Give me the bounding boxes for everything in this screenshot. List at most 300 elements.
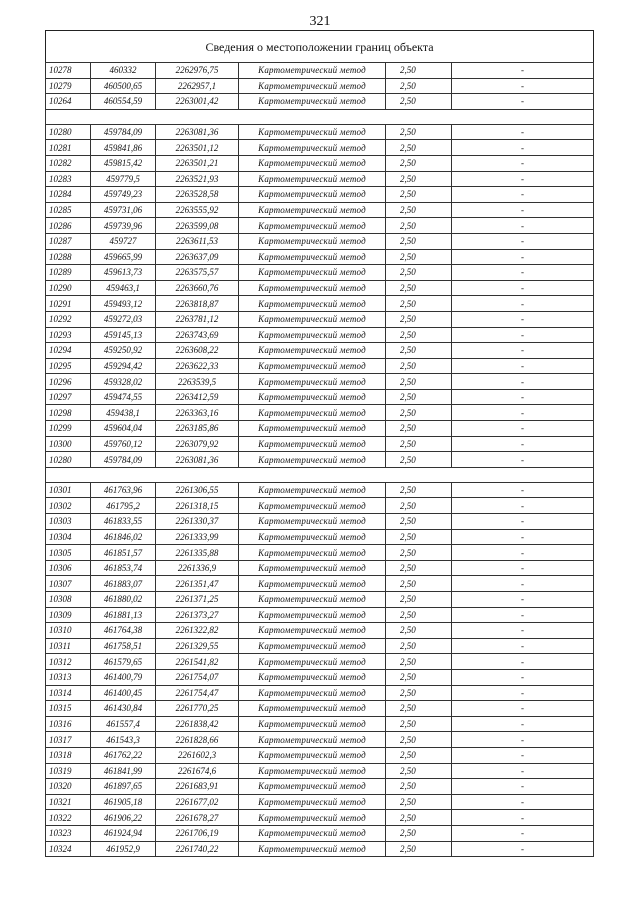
method-cell: Картометрический метод: [239, 482, 386, 498]
accuracy-cell: 2,50: [386, 311, 452, 327]
point-number-cell: 10303: [46, 514, 91, 530]
accuracy-cell: 2,50: [386, 701, 452, 717]
note-cell: -: [452, 716, 594, 732]
y-coordinate-cell: 2262976,75: [156, 63, 239, 79]
accuracy-cell: 2,50: [386, 638, 452, 654]
y-coordinate-cell: 2263622,33: [156, 358, 239, 374]
accuracy-cell: 2,50: [386, 545, 452, 561]
coordinates-table: [45, 62, 594, 857]
note-cell: -: [452, 452, 594, 468]
table-row: [46, 638, 594, 654]
note-cell: -: [452, 389, 594, 405]
method-cell: Картометрический метод: [239, 155, 386, 171]
y-coordinate-cell: 2261318,15: [156, 498, 239, 514]
x-coordinate-cell: 459815,42: [91, 155, 156, 171]
accuracy-cell: 2,50: [386, 374, 452, 390]
point-number-cell: 10312: [46, 654, 91, 670]
method-cell: Картометрический метод: [239, 779, 386, 795]
table-row: [46, 685, 594, 701]
method-cell: Картометрический метод: [239, 78, 386, 94]
point-number-cell: 10283: [46, 171, 91, 187]
table-row: [46, 358, 594, 374]
x-coordinate-cell: 459145,13: [91, 327, 156, 343]
table-row: [46, 747, 594, 763]
x-coordinate-cell: 461841,99: [91, 763, 156, 779]
x-coordinate-cell: 459463,1: [91, 280, 156, 296]
x-coordinate-cell: 459760,12: [91, 436, 156, 452]
note-cell: -: [452, 654, 594, 670]
x-coordinate-cell: 461764,38: [91, 623, 156, 639]
y-coordinate-cell: 2261602,3: [156, 747, 239, 763]
table-row: [46, 560, 594, 576]
point-number-cell: 10321: [46, 794, 91, 810]
accuracy-cell: 2,50: [386, 389, 452, 405]
y-coordinate-cell: 2261541,82: [156, 654, 239, 670]
table-row: [46, 140, 594, 156]
point-number-cell: 10293: [46, 327, 91, 343]
note-cell: -: [452, 794, 594, 810]
table-row: [46, 171, 594, 187]
note-cell: -: [452, 436, 594, 452]
method-cell: Картометрический метод: [239, 218, 386, 234]
x-coordinate-cell: 459665,99: [91, 249, 156, 265]
table-row: [46, 343, 594, 359]
y-coordinate-cell: 2263599,08: [156, 218, 239, 234]
note-cell: -: [452, 374, 594, 390]
point-number-cell: 10286: [46, 218, 91, 234]
x-coordinate-cell: 461557,4: [91, 716, 156, 732]
point-number-cell: 10308: [46, 592, 91, 608]
y-coordinate-cell: 2261838,42: [156, 716, 239, 732]
x-coordinate-cell: 459250,92: [91, 343, 156, 359]
y-coordinate-cell: 2261683,91: [156, 779, 239, 795]
x-coordinate-cell: 461883,07: [91, 576, 156, 592]
note-cell: -: [452, 63, 594, 79]
x-coordinate-cell: 461924,94: [91, 825, 156, 841]
table-row: [46, 529, 594, 545]
method-cell: Картометрический метод: [239, 654, 386, 670]
y-coordinate-cell: 2263521,93: [156, 171, 239, 187]
y-coordinate-cell: 2263079,92: [156, 436, 239, 452]
point-number-cell: 10297: [46, 389, 91, 405]
note-cell: -: [452, 343, 594, 359]
table-row: [46, 716, 594, 732]
point-number-cell: 10301: [46, 482, 91, 498]
method-cell: Картометрический метод: [239, 140, 386, 156]
note-cell: -: [452, 732, 594, 748]
table-row: [46, 327, 594, 343]
table-row: [46, 436, 594, 452]
accuracy-cell: 2,50: [386, 623, 452, 639]
method-cell: Картометрический метод: [239, 327, 386, 343]
accuracy-cell: 2,50: [386, 498, 452, 514]
method-cell: Картометрический метод: [239, 763, 386, 779]
note-cell: -: [452, 421, 594, 437]
method-cell: Картометрический метод: [239, 389, 386, 405]
accuracy-cell: 2,50: [386, 296, 452, 312]
y-coordinate-cell: 2263818,87: [156, 296, 239, 312]
method-cell: Картометрический метод: [239, 249, 386, 265]
note-cell: -: [452, 685, 594, 701]
x-coordinate-cell: 459272,03: [91, 311, 156, 327]
point-number-cell: 10288: [46, 249, 91, 265]
accuracy-cell: 2,50: [386, 140, 452, 156]
table-row: [46, 514, 594, 530]
accuracy-cell: 2,50: [386, 202, 452, 218]
x-coordinate-cell: 461579,65: [91, 654, 156, 670]
point-number-cell: 10279: [46, 78, 91, 94]
page-number: 321: [309, 14, 331, 29]
separator-cell: [46, 109, 594, 124]
point-number-cell: 10302: [46, 498, 91, 514]
note-cell: -: [452, 187, 594, 203]
accuracy-cell: 2,50: [386, 592, 452, 608]
y-coordinate-cell: 2263501,12: [156, 140, 239, 156]
note-cell: -: [452, 327, 594, 343]
note-cell: -: [452, 747, 594, 763]
method-cell: Картометрический метод: [239, 343, 386, 359]
y-coordinate-cell: 2261336,9: [156, 560, 239, 576]
x-coordinate-cell: 461795,2: [91, 498, 156, 514]
point-number-cell: 10315: [46, 701, 91, 717]
point-number-cell: 10316: [46, 716, 91, 732]
table-row: [46, 94, 594, 110]
y-coordinate-cell: 2261329,55: [156, 638, 239, 654]
point-number-cell: 10311: [46, 638, 91, 654]
group-separator: [46, 109, 594, 124]
method-cell: Картометрический метод: [239, 592, 386, 608]
point-number-cell: 10296: [46, 374, 91, 390]
accuracy-cell: 2,50: [386, 810, 452, 826]
group-separator: [46, 467, 594, 482]
y-coordinate-cell: 2263363,16: [156, 405, 239, 421]
accuracy-cell: 2,50: [386, 280, 452, 296]
table-row: [46, 155, 594, 171]
table-title: Сведения о местоположении границ объекта: [45, 30, 594, 62]
table-row: [46, 810, 594, 826]
point-number-cell: 10289: [46, 265, 91, 281]
coordinates-table-body: [46, 63, 594, 857]
note-cell: -: [452, 249, 594, 265]
x-coordinate-cell: 461763,96: [91, 482, 156, 498]
accuracy-cell: 2,50: [386, 607, 452, 623]
note-cell: -: [452, 124, 594, 140]
note-cell: -: [452, 78, 594, 94]
y-coordinate-cell: 2261333,99: [156, 529, 239, 545]
x-coordinate-cell: 459841,86: [91, 140, 156, 156]
y-coordinate-cell: 2263660,76: [156, 280, 239, 296]
method-cell: Картометрический метод: [239, 716, 386, 732]
point-number-cell: 10324: [46, 841, 91, 857]
method-cell: Картометрический метод: [239, 63, 386, 79]
note-cell: -: [452, 202, 594, 218]
accuracy-cell: 2,50: [386, 187, 452, 203]
x-coordinate-cell: 461897,65: [91, 779, 156, 795]
y-coordinate-cell: 2263743,69: [156, 327, 239, 343]
point-number-cell: 10318: [46, 747, 91, 763]
method-cell: Картометрический метод: [239, 825, 386, 841]
method-cell: Картометрический метод: [239, 405, 386, 421]
note-cell: -: [452, 280, 594, 296]
note-cell: -: [452, 140, 594, 156]
note-cell: -: [452, 529, 594, 545]
point-number-cell: 10314: [46, 685, 91, 701]
point-number-cell: 10300: [46, 436, 91, 452]
method-cell: Картометрический метод: [239, 794, 386, 810]
x-coordinate-cell: 461880,02: [91, 592, 156, 608]
accuracy-cell: 2,50: [386, 685, 452, 701]
y-coordinate-cell: 2261306,55: [156, 482, 239, 498]
x-coordinate-cell: 461851,57: [91, 545, 156, 561]
x-coordinate-cell: 459474,55: [91, 389, 156, 405]
accuracy-cell: 2,50: [386, 421, 452, 437]
point-number-cell: 10323: [46, 825, 91, 841]
x-coordinate-cell: 461430,84: [91, 701, 156, 717]
method-cell: Картометрический метод: [239, 358, 386, 374]
x-coordinate-cell: 459604,04: [91, 421, 156, 437]
method-cell: Картометрический метод: [239, 280, 386, 296]
accuracy-cell: 2,50: [386, 763, 452, 779]
table-row: [46, 701, 594, 717]
accuracy-cell: 2,50: [386, 529, 452, 545]
method-cell: Картометрический метод: [239, 233, 386, 249]
accuracy-cell: 2,50: [386, 825, 452, 841]
note-cell: -: [452, 482, 594, 498]
note-cell: -: [452, 296, 594, 312]
y-coordinate-cell: 2263555,92: [156, 202, 239, 218]
x-coordinate-cell: 461905,18: [91, 794, 156, 810]
point-number-cell: 10322: [46, 810, 91, 826]
y-coordinate-cell: 2263611,53: [156, 233, 239, 249]
note-cell: -: [452, 779, 594, 795]
accuracy-cell: 2,50: [386, 560, 452, 576]
x-coordinate-cell: 460500,65: [91, 78, 156, 94]
method-cell: Картометрический метод: [239, 171, 386, 187]
accuracy-cell: 2,50: [386, 78, 452, 94]
note-cell: -: [452, 155, 594, 171]
y-coordinate-cell: 2263528,58: [156, 187, 239, 203]
accuracy-cell: 2,50: [386, 779, 452, 795]
accuracy-cell: 2,50: [386, 358, 452, 374]
table-row: [46, 249, 594, 265]
y-coordinate-cell: 2263185,86: [156, 421, 239, 437]
point-number-cell: 10294: [46, 343, 91, 359]
note-cell: -: [452, 623, 594, 639]
table-row: [46, 265, 594, 281]
method-cell: Картометрический метод: [239, 498, 386, 514]
table-row: [46, 63, 594, 79]
note-cell: -: [452, 763, 594, 779]
table-row: [46, 124, 594, 140]
y-coordinate-cell: 2263637,09: [156, 249, 239, 265]
table-row: [46, 421, 594, 437]
method-cell: Картометрический метод: [239, 124, 386, 140]
table-row: [46, 654, 594, 670]
point-number-cell: 10264: [46, 94, 91, 110]
y-coordinate-cell: 2263081,36: [156, 124, 239, 140]
point-number-cell: 10282: [46, 155, 91, 171]
x-coordinate-cell: 460554,59: [91, 94, 156, 110]
separator-cell: [46, 467, 594, 482]
table-row: [46, 452, 594, 468]
accuracy-cell: 2,50: [386, 249, 452, 265]
table-row: [46, 218, 594, 234]
accuracy-cell: 2,50: [386, 343, 452, 359]
y-coordinate-cell: 2261322,82: [156, 623, 239, 639]
note-cell: -: [452, 498, 594, 514]
point-number-cell: 10280: [46, 452, 91, 468]
accuracy-cell: 2,50: [386, 732, 452, 748]
note-cell: -: [452, 545, 594, 561]
point-number-cell: 10284: [46, 187, 91, 203]
x-coordinate-cell: 459784,09: [91, 124, 156, 140]
y-coordinate-cell: 2263781,12: [156, 311, 239, 327]
point-number-cell: 10307: [46, 576, 91, 592]
accuracy-cell: 2,50: [386, 436, 452, 452]
x-coordinate-cell: 459493,12: [91, 296, 156, 312]
note-cell: -: [452, 810, 594, 826]
x-coordinate-cell: 459749,23: [91, 187, 156, 203]
method-cell: Картометрический метод: [239, 841, 386, 857]
method-cell: Картометрический метод: [239, 311, 386, 327]
x-coordinate-cell: 461881,13: [91, 607, 156, 623]
method-cell: Картометрический метод: [239, 265, 386, 281]
y-coordinate-cell: 2261754,07: [156, 669, 239, 685]
method-cell: Картометрический метод: [239, 810, 386, 826]
accuracy-cell: 2,50: [386, 669, 452, 685]
point-number-cell: 10287: [46, 233, 91, 249]
note-cell: -: [452, 265, 594, 281]
method-cell: Картометрический метод: [239, 374, 386, 390]
x-coordinate-cell: 461833,55: [91, 514, 156, 530]
table-row: [46, 311, 594, 327]
table-row: [46, 732, 594, 748]
accuracy-cell: 2,50: [386, 716, 452, 732]
point-number-cell: 10313: [46, 669, 91, 685]
x-coordinate-cell: 459328,02: [91, 374, 156, 390]
x-coordinate-cell: 459613,73: [91, 265, 156, 281]
note-cell: -: [452, 233, 594, 249]
point-number-cell: 10317: [46, 732, 91, 748]
method-cell: Картометрический метод: [239, 732, 386, 748]
note-cell: -: [452, 514, 594, 530]
table-row: [46, 296, 594, 312]
x-coordinate-cell: 461762,22: [91, 747, 156, 763]
accuracy-cell: 2,50: [386, 482, 452, 498]
accuracy-cell: 2,50: [386, 327, 452, 343]
point-number-cell: 10319: [46, 763, 91, 779]
accuracy-cell: 2,50: [386, 654, 452, 670]
y-coordinate-cell: 2261335,88: [156, 545, 239, 561]
table-row: [46, 763, 594, 779]
method-cell: Картометрический метод: [239, 514, 386, 530]
point-number-cell: 10295: [46, 358, 91, 374]
note-cell: -: [452, 841, 594, 857]
table-row: [46, 389, 594, 405]
point-number-cell: 10310: [46, 623, 91, 639]
method-cell: Картометрический метод: [239, 638, 386, 654]
table-row: [46, 592, 594, 608]
x-coordinate-cell: 459739,96: [91, 218, 156, 234]
table-row: [46, 825, 594, 841]
table-row: [46, 482, 594, 498]
y-coordinate-cell: 2261828,66: [156, 732, 239, 748]
x-coordinate-cell: 461400,45: [91, 685, 156, 701]
method-cell: Картометрический метод: [239, 623, 386, 639]
method-cell: Картометрический метод: [239, 747, 386, 763]
note-cell: -: [452, 638, 594, 654]
point-number-cell: 10304: [46, 529, 91, 545]
x-coordinate-cell: 461846,02: [91, 529, 156, 545]
y-coordinate-cell: 2261770,25: [156, 701, 239, 717]
method-cell: Картометрический метод: [239, 685, 386, 701]
method-cell: Картометрический метод: [239, 421, 386, 437]
note-cell: -: [452, 669, 594, 685]
accuracy-cell: 2,50: [386, 218, 452, 234]
method-cell: Картометрический метод: [239, 296, 386, 312]
y-coordinate-cell: 2261330,37: [156, 514, 239, 530]
accuracy-cell: 2,50: [386, 747, 452, 763]
y-coordinate-cell: 2261754,47: [156, 685, 239, 701]
accuracy-cell: 2,50: [386, 124, 452, 140]
table-row: [46, 187, 594, 203]
point-number-cell: 10291: [46, 296, 91, 312]
method-cell: Картометрический метод: [239, 545, 386, 561]
table-row: [46, 374, 594, 390]
point-number-cell: 10280: [46, 124, 91, 140]
table-row: [46, 576, 594, 592]
x-coordinate-cell: 459731,06: [91, 202, 156, 218]
point-number-cell: 10306: [46, 560, 91, 576]
method-cell: Картометрический метод: [239, 94, 386, 110]
y-coordinate-cell: 2263412,59: [156, 389, 239, 405]
accuracy-cell: 2,50: [386, 452, 452, 468]
table-row: [46, 78, 594, 94]
table-row: [46, 607, 594, 623]
table-row: [46, 280, 594, 296]
table-row: [46, 202, 594, 218]
accuracy-cell: 2,50: [386, 841, 452, 857]
table-row: [46, 623, 594, 639]
x-coordinate-cell: 461400,79: [91, 669, 156, 685]
accuracy-cell: 2,50: [386, 63, 452, 79]
point-number-cell: 10285: [46, 202, 91, 218]
accuracy-cell: 2,50: [386, 155, 452, 171]
y-coordinate-cell: 2263081,36: [156, 452, 239, 468]
accuracy-cell: 2,50: [386, 233, 452, 249]
note-cell: -: [452, 607, 594, 623]
note-cell: -: [452, 218, 594, 234]
table-row: [46, 794, 594, 810]
point-number-cell: 10292: [46, 311, 91, 327]
accuracy-cell: 2,50: [386, 576, 452, 592]
note-cell: -: [452, 576, 594, 592]
table-row: [46, 545, 594, 561]
y-coordinate-cell: 2261706,19: [156, 825, 239, 841]
note-cell: -: [452, 358, 594, 374]
note-cell: -: [452, 560, 594, 576]
method-cell: Картометрический метод: [239, 576, 386, 592]
note-cell: -: [452, 701, 594, 717]
x-coordinate-cell: 459727: [91, 233, 156, 249]
x-coordinate-cell: 459779,5: [91, 171, 156, 187]
table-row: [46, 779, 594, 795]
accuracy-cell: 2,50: [386, 794, 452, 810]
note-cell: -: [452, 405, 594, 421]
point-number-cell: 10278: [46, 63, 91, 79]
accuracy-cell: 2,50: [386, 171, 452, 187]
y-coordinate-cell: 2261740,22: [156, 841, 239, 857]
